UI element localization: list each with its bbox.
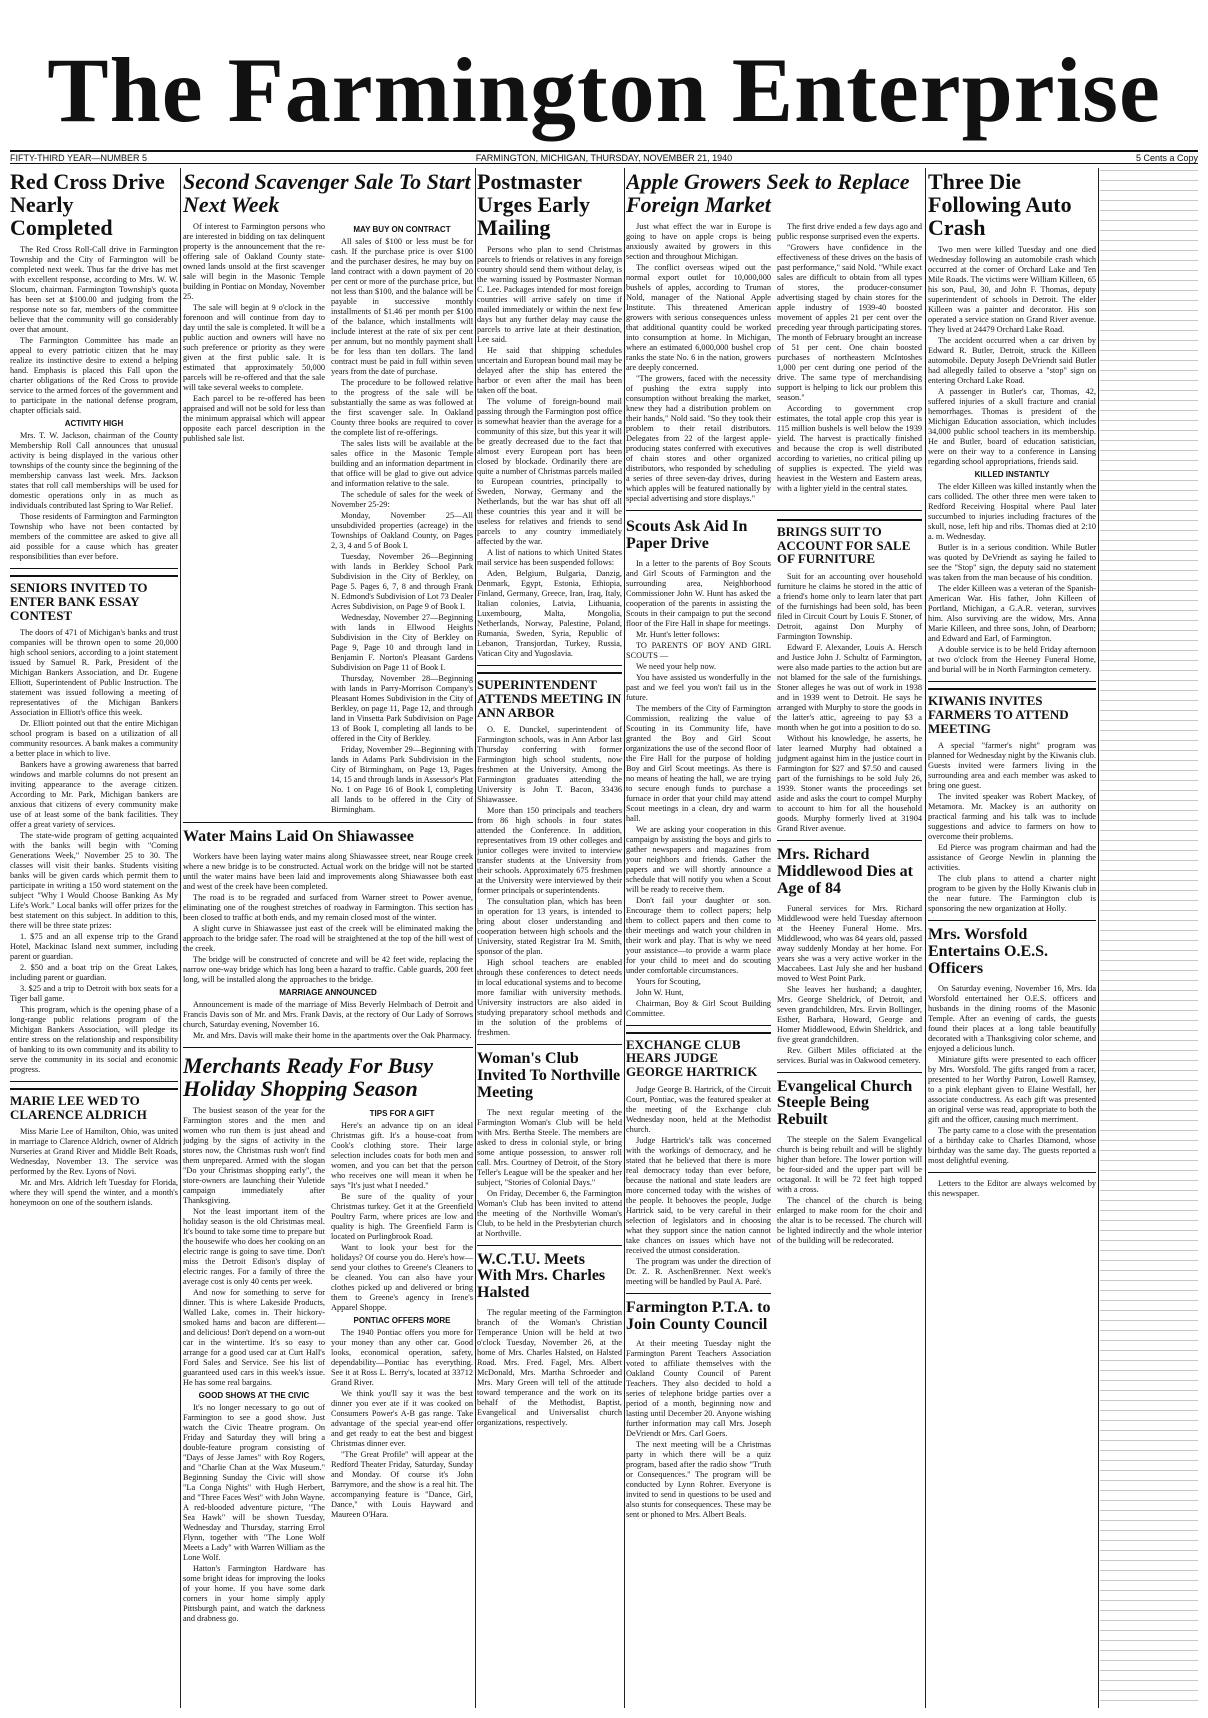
paragraph: Thursday, November 28—Beginning with lands in Parry-Morrison Company's Pleasant Homes Subdivision in the City of Berkley, on page 11, Page 12, and through land in Vinsetta Park Subdivision on Page 13 of Book I, completing all lands to be offered in the City of Berkley.	[331, 674, 473, 744]
paragraph: Just what effect the war in Europe is going to have on apple crops is being anxiously awaited by growers in this section and throughout Michigan.	[626, 222, 771, 262]
column-rule	[1098, 168, 1099, 1708]
article-body	[183, 1000, 473, 1041]
paragraph: A double service is to be held Friday afternoon at two o'clock from the Heeney Funeral Home, and burial will be in North Farmington cemetery.	[928, 645, 1096, 675]
paragraph: On Saturday evening, November 16, Mrs. Ida Worsfold entertained her O.E.S. officers and husbands in the dining rooms of the Masonic Temple. After an evening of cards, the guests found their places at a long table beautifully decorated with a Thanksgiving color scheme, and enjoyed a delicious lunch.	[928, 983, 1096, 1053]
paragraph: You have assisted us wonderfully in the past and we feel you won't fail us in the future.	[626, 672, 771, 702]
paragraph: On Friday, December 6, the Farmington Woman's Club has been invited to attend the meeting of the Northville Woman's Club, to be held in the Presbyterian church at Northville.	[477, 1188, 622, 1238]
paragraph: Edward F. Alexander, Louis A. Hersch and Justice John J. Schultz of Farmington, were also made parties to the action but are not blamed for the sale of the furnishings. Stoner alleges he was out of work in 1938 and in 1939 went to Detroit. He says he arranged with Murphy to store the goods in the latter's attic, agreeing to pay $3 a month when he got into a position to do so.	[777, 643, 922, 733]
paragraph: She leaves her husband; a daughter, Mrs. George Sheldrick, of Detroit, and seven grandchildren, Mrs. Ervin Bollinger, Esther, Barbara, Howard, George and Homer Middlewood, Edwin Sheldrick, and five great grandchildren.	[777, 984, 922, 1044]
paragraph: O. E. Dunckel, superintendent of Farmington schools, was in Ann Arbor last Thursday conferring with former Farmington high school students, now freshmen at the University. Among the Farmington graduates attending the University is John T. Bacon, 33436 Shiawassee.	[477, 725, 622, 805]
paragraph: The busiest season of the year for the Farmington stores and the men and women who run them is just ahead and judging by the signs of activity in the stores now, the Christmas rush won't find them unprepared. Armed with the slogan "Do your Christmas shopping early", the store-owners are launching their Yuletide campaign immediately after Thanksgiving.	[183, 1106, 325, 1206]
divider	[10, 568, 178, 569]
paragraph: The schedule of sales for the week of November 25-29:	[331, 490, 473, 510]
paragraph: "The growers, faced with the necessity of pushing the extra supply into consumption without breaking the market, knew they had a distribution problem on their hands," Nold said. "So they took their problem to their retail distributors. Delegates from 22 of the largest apple-producing states conferred with executives of chain stores and other organized distributors, who responded by scheduling a series of three seven-day drives, during which apples will be featured nationally by special advertising and store displays."	[626, 374, 771, 504]
column-6-cropped	[1100, 168, 1198, 1708]
paragraph: We need your help now.	[636, 661, 717, 671]
article-scouts	[626, 519, 771, 1019]
paragraph: "Growers have confidence in the effectiveness of these drives on the basis of past performance," said Nold. "While exact sales are difficult to obtain from all types of stores, the producer-consumer advertising staged by chain stores for the apple industry of 1939-40 boosted movement of apples 21 per cent over the preceding year through participating stores. The month of February brought an increase of 51 per cent. One chain boosted purchases of northeastern McIntoshes 1,000 per cent during one period of the drive. The same type of merchandising support is helping to lick our problem this season."	[777, 243, 922, 403]
article-seniors-essay	[10, 575, 178, 1075]
paragraph: Two men were killed Tuesday and one died Wednesday following an automobile crash which occurred at the corner of Orchard Lake and Ten Mile Roads. The victims were William Killeen, 65 his son, Paul, 30, and John F. Thomas, deputy superintendent of schools in Detroit. The elder Killeen was a painter and decorator. His son operated a service station on Grand River avenue. They lived at 24479 Orchard Lake Road.	[928, 245, 1096, 335]
paragraph: Mr. and Mrs. Davis will make their home in the apartments over the Oak Pharmacy.	[193, 1030, 472, 1040]
headline: Mrs. Worsfold Entertains O.E.S. Officers	[928, 926, 1049, 977]
article-worsfold	[928, 927, 1096, 1165]
article-body	[331, 237, 473, 815]
divider	[626, 510, 922, 511]
column-4	[626, 168, 922, 1708]
article-body	[183, 1106, 325, 1388]
paragraph: The volume of foreign-bound mail passing through the Farmington post office is somewhat heavier than the average for a community of this size, but this year it will be greatly decreased due to the fact that almost every European port has been closed by blockade. Ordinarily there are quite a number of Christmas parcels mailed to European countries, principally to Sweden, Norway, Germany and the Netherlands, but the war has shut off all these countries this year and it will be useless for relatives and friends to send parcels to any country immediately affected by the war.	[477, 397, 622, 547]
headline: EXCHANGE CLUB HEARS JUDGE GEORGE HARTRICK	[626, 1032, 771, 1079]
article-body	[183, 852, 473, 985]
paragraph: Miss Marie Lee of Hamilton, Ohio, was united in marriage to Clarence Aldrich, owner of Aldrich Nurseries at Grand River and Middle Belt Roads, Wednesday, November 13. The service was performed by the Rev. Lyons of Novi.	[10, 1127, 178, 1177]
article-body	[331, 1328, 473, 1520]
article-body	[626, 559, 771, 1019]
paragraph: The procedure to be followed relative to the progress of the sale will be substantially the same as was followed at the first scavenger sale. In Oakland County three books are required to cover the complete list of re-offerings.	[331, 378, 473, 438]
article-body	[477, 1108, 622, 1239]
article-postmaster	[477, 170, 622, 659]
column-1	[10, 168, 178, 1708]
paragraph: Suit for an accounting over household furniture he claims he stored in the attic of a friend's home only to learn later that part of the furnishings had been sold, has been filed in Circuit Court by Louis F. Stoner, of Detroit, against Don Murphy of Farmington Township.	[777, 572, 922, 642]
paragraph: TO PARENTS OF BOY AND GIRL SCOUTS —	[626, 640, 771, 660]
headline: MARIE LEE WED TO CLARENCE ALDRICH	[10, 1088, 178, 1121]
column-rule	[475, 168, 476, 1708]
divider	[183, 822, 473, 823]
column-rule	[180, 168, 181, 1708]
article-body	[183, 1403, 325, 1624]
paragraph: Monday, November 25—All unsubdivided properties (acreage) in the Townships of Oakland County, on Pages 2, 3, 4 and 5 of Book I.	[331, 511, 473, 551]
article-body	[928, 482, 1096, 675]
headline: Red Cross Drive Nearly Completed	[10, 169, 165, 241]
dateline-bar	[10, 150, 1198, 164]
paragraph: Rev. Gilbert Miles officiated at the services. Burial was in Oakwood cemetery.	[777, 1045, 922, 1065]
divider	[777, 840, 922, 841]
paragraph: Mr. Hunt's letter follows:	[636, 629, 720, 639]
article-body	[777, 904, 922, 1066]
headline: SUPERINTENDENT ATTENDS MEETING IN ANN ARBOR	[477, 672, 622, 719]
article-furniture-suit	[777, 519, 922, 834]
paragraph: Of interest to Farmington persons who are interested in bidding on tax delinquent property is the announcement that the re-offering sale of Oakland County state-owned lands unsold at the first scavenger sale will begin in the Masonic Temple building in Pontiac on Monday, November 25.	[183, 222, 325, 302]
article-body	[10, 431, 178, 562]
paragraph: The consultation plan, which has been in operation for 13 years, is intended to bring about closer understanding and cooperation between high schools and the University, stated Registrar Ira M. Smith, sponsor of the plan.	[477, 897, 622, 957]
article-apple-growers	[626, 170, 922, 504]
article-exchange-club	[626, 1032, 771, 1287]
volume-number: FIFTY-THIRD YEAR—NUMBER 5	[10, 153, 148, 163]
paragraph: It's no longer necessary to go out of Farmington to see a good show. Just watch the Civic Theatre program. On Friday and Saturday they will bring a double-feature program consisting of "Days of Jesse James" with Roy Rogers, and "Charlie Chan at the Wax Museum." Beginning Sunday the Civic will show "La Conga Nights" with Hugh Herbert, and "Three Faces West" with John Wayne. A red-blooded adventure picture, "The Sea Hawk" will be shown Tuesday, Wednesday and Thursday, starring Errol Flynn, together with "The Lone Wolf Meets a Lady" with Warren William as the Lone Wolf.	[183, 1403, 325, 1563]
paragraph: The elder Killeen was killed instantly when the cars collided. The other three men were taken to Redford Receiving Hospital where Paul later succumbed to injuries including fractures of the skull, nose, left hip and ribs. Thomas died at 2:10 a. m. Wednesday.	[928, 482, 1096, 542]
article-body	[626, 222, 922, 504]
divider	[626, 1293, 771, 1294]
divider	[777, 1072, 922, 1073]
column-3	[477, 168, 622, 1708]
headline: KIWANIS INVITES FARMERS TO ATTEND MEETING	[928, 688, 1096, 735]
headline: Water Mains Laid On Shiawassee	[183, 828, 414, 846]
article-body	[477, 245, 622, 659]
article-scavenger-sale	[183, 170, 473, 816]
paragraph: Letters to the Editor are always welcomed by this newspaper.	[928, 1178, 1096, 1198]
paragraph: Each parcel to be re-offered has been appraised and will not be sold for less than the minimum appraisal which will appear opposite each parcel description in the published sale list.	[183, 394, 325, 444]
paragraph: The regular meeting of the Farmington branch of the Woman's Christian Temperance Union will be held at two o'clock Tuesday, November 26, at the home of Mrs. Charles Halsted, on Halsted Road. Mrs. Fred. Fagel, Mrs. Albert McDonald, Mrs. Martha Schroeder and Mrs. Mary Green will tell of the attitude toward temperance and the work on its behalf of the Methodist, Baptist, Evangelical and Universalist church organizations, respectively.	[477, 1307, 622, 1427]
paragraph: Here's an advance tip on an ideal Christmas gift. It's a house-coat from Cook's clothing store. Their large selection includes coats for both men and women, and you can bet that the person who receives one will mean it when he says "It's just what I needed."	[331, 1121, 473, 1191]
headline: Three Die Following Auto Crash	[928, 169, 1072, 241]
article-body	[10, 245, 178, 416]
subhead: MARRIAGE ANNOUNCED	[279, 987, 377, 997]
paragraph: Announcement is made of the marriage of Miss Beverly Helmbach of Detroit and Francis Davis son of Mr. and Mrs. Frank Davis, at the rectory of Our Lady of Sorrows church, Saturday evening, November 16.	[183, 999, 473, 1029]
paragraph: Without his knowledge, he asserts, he later learned Murphy had obtained a judgment against him in the justice court in Farmington for $27 and $7.50 and caused part of the furnishings to be sold July 26, 1939. Stoner wants the proceedings set aside and asks the court to compel Murphy to account to him for all the household goods. Murphy formerly lived at 31904 Grand River avenue.	[777, 734, 922, 834]
paragraph: John W. Hunt,	[636, 987, 684, 997]
cropped-text-region	[1100, 168, 1198, 1708]
paragraph: A list of nations to which United States mail service has been suspended follows:	[477, 548, 622, 568]
paragraph: The doors of 471 of Michigan's banks and trust companies will be thrown open to some 20,000 high school seniors, according to a joint statement issued by Samuel R. Park, President of the Michigan Bankers Association, and Dr. Eugene Elliott, Superintendent of Public Instruction. The statement was issued following a meeting of representatives of the Michigan Bankers Association in Elliott's office this week.	[10, 628, 178, 718]
article-superintendent	[477, 672, 622, 1038]
subhead: KILLED INSTANTLY	[974, 470, 1050, 480]
paragraph: Not the least important item of the holiday season is the old Christmas meal. It's bound to take some time to prepare but the housewife who does her cooking on an electric range is going to save time. Don't miss the Detroit Edison's display of electric ranges. For a family of three the average cost is only 40 cents per week.	[183, 1207, 325, 1287]
paragraph: All sales of $100 or less must be for cash. If the purchase price is over $100 and the purchaser desires, he may buy on land contract with a down payment of 20 per cent or more of the purchase price, but not less than $100, and the balance will be payable in successive monthly installments of $1.46 per month per $100 of the balance, which installments will include interest at the rate of six per cent per annum, but no monthly payment shall be for less than ten dollars. The land contract must be paid in full within seven years from the date of purchase.	[331, 237, 473, 377]
paragraph: Be sure of the quality of your Christmas turkey. Get it at the Greenfield Poultry Farm, where prices are low and quality is high. The Greenfield Farm is located on Purlingbrook Road.	[331, 1192, 473, 1242]
paragraph: The conflict overseas wiped out the normal export outlet for 10,000,000 bushels of apples, according to Truman Nold, manager of the National Apple Institute. This threatened American growers with serious consequences unless that additional quantity could be worked into consumption at home. In Michigan, where an estimated 6,000,000 bushel crop ranks the state No. 6 in the nation, growers are deeply concerned.	[626, 263, 771, 373]
paragraph: The road is to be regraded and surfaced from Warner street to Power avenue, eliminating one of the roughest stretches of roadway in Farmington. This section has been closed to traffic at both ends, and my remain closed most of the winter.	[183, 892, 473, 922]
paragraph: Those residents of Farmington and Farmington Township who have not been contacted by members of the committee are asked to give all aid possible for a cause which has greater responsibilities than ever before.	[10, 512, 178, 562]
paragraph: 2. $50 and a boat trip on the Great Lakes, including parent or guardian.	[10, 963, 178, 983]
paragraph: The sale will begin at 9 o'clock in the forenoon and will continue from day to day until the sale is completed. It will be a public auction and owners will have no such preference or priority as they were given at the first public sale. It is estimated that approximately 50,000 parcels will be re-offered and that the sale will take several weeks to complete.	[183, 303, 325, 393]
paragraph: Butler is in a serious condition. While Butler was quoted by DeVriendt as saying he failed to see the "Stop" sign, the deputy said no statement was taken from the man because of his condition.	[928, 543, 1096, 583]
article-body	[928, 984, 1096, 1166]
paragraph: Chairman, Boy & Girl Scout Building Committee.	[626, 998, 771, 1018]
paragraph: The invited speaker was Robert Mackey, of Metamora. Mr. Mackey is an authority on practical farming and his talk was to include suggestions and advice to farmers on how to overcome their problems.	[928, 792, 1096, 842]
article-body	[777, 1135, 922, 1246]
article-kiwanis	[928, 688, 1096, 914]
divider	[928, 1172, 1096, 1173]
column-rule	[624, 168, 625, 1708]
headline: Mrs. Richard Middlewood Dies at Age of 84	[777, 846, 913, 897]
article-body	[928, 741, 1096, 914]
paragraph: Judge Hartrick's talk was concerned with the workings of democracy, and he stated that he believed that there is more real democracy today than ever before, because the national and state leaders are more concerned today with the wishes of the people. It behooves the people, Judge Hartrick said, to be very careful in their selection of legislators and in choosing what they support since the nation cannot take chances on issues which have not received the utmost consideration.	[626, 1135, 771, 1255]
paragraph: We are asking your cooperation in this campaign by assisting the boys and girls to gather newspapers and magazines from your neighbors and friends. Gather the papers and we will shortly announce a schedule that will notify you when a Scout will be ready to receive them.	[626, 824, 771, 894]
paragraph: Mrs. T. W. Jackson, chairman of the County Membership Roll Call announces that unusual activity is being displayed in the various other townships of the county since the beginning of the membership canvass last week. Mrs. Jackson states that roll call memberships will be used for domestic operations only in as much as individuals contributed last Spring to War Relief.	[10, 431, 178, 511]
paragraph: The state-wide program of getting acquainted with the banks will begin with "Coming Generations Week," November 25 to 30. The classes will visit their banks. Students visiting banks will be given cards which permit them to participate in writing a 150 word statement on the subject "Why I Would Choose Banking As My Life's Work." Local banks will offer prizes for the best statement on this subject. In addition to this, there will be three state prizes:	[10, 831, 178, 931]
paragraph: A special "farmer's night" program was planned for Wednesday night by the Kiwanis club. Guests invited were farmers living in the surrounding area and each member was asked to bring one guest.	[928, 741, 1096, 791]
paragraph: Want to look your best for the holidays? Of course you do. Here's how—send your clothes to Greene's Cleaners to be cleaned. You can also have your clothes picked up and delivered or bring them to Greene's agency in Irene's Apparel Shoppe.	[331, 1243, 473, 1313]
paragraph: The party came to a close with the presentation of a birthday cake to Charles Diamond, whose birthday was the same day. The guests reported a most delightful evening.	[928, 1125, 1096, 1165]
column-rule	[925, 168, 926, 1708]
headline: BRINGS SUIT TO ACCOUNT FOR SALE OF FURNITURE	[777, 519, 922, 566]
article-red-cross	[10, 170, 178, 562]
paragraph: The program was under the direction of Dr. Z. R. AschenBrenner. Next week's meeting will be handled by Paul A. Paré.	[626, 1256, 771, 1286]
paragraph: The elder Killeen was a veteran of the Spanish-American War. His father, John Killeen of Portland, Michigan, a G.A.R. veteran, survives him. Also surviving are the widow, Mrs. Anna Marie Killeen, and three sons, John, of Dearborn; and Edward and Earl, of Farmington.	[928, 584, 1096, 644]
paragraph: The next regular meeting of the Farmington Woman's Club will be held with Mrs. Bertha Steele. The members are asked to dress in colonial style, or bring some antique possession, to answer roll call. Mrs. Courtney of Detroit, of the Story Teller's League will be the speaker and her subject, "Stories of Colonial Days."	[477, 1107, 622, 1187]
article-wctu	[477, 1252, 622, 1428]
headline: Postmaster Urges Early Mailing	[477, 169, 591, 241]
article-body	[626, 1085, 771, 1287]
paragraph: We think you'll say it was the best dinner you ever ate if it was cooked on Consumers Power's A-B gas range. Take advantage of the special year-end offer and get ready to eat the best and biggest Christmas dinner ever.	[331, 1389, 473, 1449]
article-middlewood	[777, 847, 922, 1065]
divider	[928, 920, 1096, 921]
divider	[477, 665, 622, 666]
headline: W.C.T.U. Meets With Mrs. Charles Halsted	[477, 1250, 606, 1302]
article-marie-lee	[10, 1088, 178, 1208]
column-2	[183, 168, 473, 1708]
paragraph: Mr. and Mrs. Aldrich left Tuesday for Florida, where they will spend the winter, and a month's honeymoon on one of the southern islands.	[10, 1178, 178, 1208]
divider	[477, 1044, 622, 1045]
divider	[10, 1081, 178, 1082]
paragraph: He said that shipping schedules uncertain and European bound mail may be delayed after the ship has entered the harbor or even after the mail has been taken off the boat.	[477, 346, 622, 396]
article-body	[183, 222, 325, 816]
headline: Second Scavenger Sale To Start Next Week	[183, 169, 471, 218]
paragraph: Bankers have a growing awareness that barred windows and marble columns do not present an inviting appearance to the average citizen. According to Mr. Park, Michigan bankers are anxious that citizens of every community make use of at least some of the bank facilities. They offer a great variety of services.	[10, 760, 178, 830]
paragraph: High school teachers are enabled through these conferences to detect needs in local educational systems and to become more familiar with university methods. University instructors are also aided in studying preparatory school methods and in the solution of the problems of freshmen.	[477, 958, 622, 1038]
headline: Merchants Ready For Busy Holiday Shopping Season	[183, 1052, 433, 1102]
article-merchants	[183, 1054, 473, 1625]
paragraph: According to government crop estimates, the total apple crop this year is 115 million bushels is well below the 1939 yield. The harvest is practically finished and because the crop is well distributed according to varieties, no critical piling up of supplies is expected. The yield was heaviest in the Western and Eastern areas, with a lighter yield in the central states.	[777, 404, 922, 494]
paragraph: A slight curve in Shiawassee just east of the creek will be eliminated making the approach to the bridge safer. The road will be straightened at the top of the hill west of the creek.	[183, 923, 473, 953]
paragraph: The Red Cross Roll-Call drive in Farmington Township and the City of Farmington will be completed next week. Thus far the drive has met with excellent response, according to Mrs. W. W. Slocum, chairman. Farmington Township's quota has been set at $100.00 and judging from the response note so far, members of the committee believe that the community will go considerably over that amount.	[10, 245, 178, 335]
price: 5 Cents a Copy	[1135, 153, 1198, 163]
paragraph: Tuesday, November 26—Beginning with lands in Berkley School Park Subdivision in the City of Berkley, on Page 5. Pages 6, 7, 8 and through Frank N. Edmond's Subdivision of Lot 73 Dealer Acres Subdivision, on Page 9 of Book I.	[331, 552, 473, 612]
paragraph: 3. $25 and a trip to Detroit with box seats for a Tiger ball game.	[10, 984, 178, 1004]
article-evangelical	[777, 1079, 922, 1246]
divider	[626, 1025, 771, 1026]
paragraph: Hatton's Farmington Hardware has some bright ideas for improving the looks of your home. If you have some dark corners in your home simply apply Pittsburgh paint, and watch the darkness and drabness go.	[183, 1564, 325, 1624]
headline: Apple Growers Seek to Replace Foreign Market	[626, 169, 910, 218]
article-three-die	[928, 170, 1096, 675]
paragraph: The accident occurred when a car driven by Edward R. Butler, Detroit, struck the Killeen automobile. Deputy Joseph DeVriendt said Butler had allegedly failed to observe a "stop" sign on entering Orchard Lake Road.	[928, 336, 1096, 386]
article-water-mains	[183, 829, 473, 1041]
paragraph: The bridge will be constructed of concrete and will be 42 feet wide, replacing the narrow one-way bridge which has long been a hazard to traffic. Cable guards, 200 feet long, will be installed along the approaches to the bridge.	[183, 954, 473, 984]
headline: SENIORS INVITED TO ENTER BANK ESSAY CONTEST	[10, 575, 178, 622]
headline: Scouts Ask Aid In Paper Drive	[626, 518, 748, 552]
article-body	[477, 725, 622, 1038]
article-pta	[626, 1300, 771, 1521]
headline: Farmington P.T.A. to Join County Council	[626, 1298, 771, 1333]
divider	[183, 1047, 473, 1048]
paragraph: Friday, November 29—Beginning with lands in Adams Park Subdivision in the City of Birmingham, on Page 13, Pages 14, 15 and through lands in Assessor's Plat No. 1 on Page 16 of Book I, completing all lands to be offered in the City of Birmingham.	[331, 745, 473, 815]
article-body	[331, 1121, 473, 1313]
dateline: FARMINGTON, MICHIGAN, THURSDAY, NOVEMBER 21, 1940	[475, 153, 733, 163]
paragraph: Judge George B. Hartrick, of the Circuit Court, Pontiac, was the featured speaker at the meeting of the Exchange club Wednesday noon, held at the Methodist church.	[626, 1084, 771, 1134]
article-body	[477, 1308, 622, 1428]
paragraph: Aden, Belgium, Bulgaria, Danzig, Denmark, Egypt, Estonia, Ethiopia, Finland, Germany, Greece, Iran, Iraq, Italy, Italian colonies, Latvia, Lithuania, Luxembourg, Malta, Mongolia, Netherlands, Norway, Palestine, Poland, Rumania, Sweden, Syria, Republic of Lebanon, Transjordan, Turkey, Russia, Vatican City and Yugoslavia.	[477, 569, 622, 659]
paragraph: The club plans to attend a charter night program to be given by the Holly Kiwanis club in the near future. The Farmington club is sponsoring the new organization at Holly.	[928, 874, 1096, 914]
masthead	[10, 40, 1198, 140]
subhead: ACTIVITY HIGH	[64, 419, 124, 429]
paragraph: The 1940 Pontiac offers you more for your money than any other car. Good looks, economical operation, safety, dependability—Pontiac has everything. See it at Ross L. Berry's, located at 33712 Grand River.	[331, 1328, 473, 1388]
paragraph: Don't fail your daughter or son. Encourage them to collect papers; help them to collect papers and then come to their meetings and watch your children in their work and play. That is why we need your assistance—to provide a warm place for your child to meet and do scouting under comfortable circumstances.	[626, 895, 771, 975]
paragraph: "The Great Profile" will appear at the Redford Theater Friday, Saturday, Sunday and Monday. Of course it's John Barrymore, and the show is a real hit. The accompanying feature is "Dance, Girl, Dance," with Louis Hayward and Maureen O'Hara.	[331, 1450, 473, 1520]
paragraph: The Farmington Committee has made an appeal to every patriotic citizen that he may realize its instinctive desire to extend a helping hand. Emphasis is placed this Fall upon the charter obligations of the Red Cross to provide service to the armed forces of the government and to participate in the national defense program, chapter officials said.	[10, 336, 178, 416]
letters-note	[928, 1179, 1096, 1199]
paragraph: 1. $75 and an all expense trip to the Grand Hotel, Mackinac Island next summer, including parent or guardian.	[10, 932, 178, 962]
column-5	[928, 168, 1096, 1708]
paragraph: The chancel of the church is being enlarged to make room for the choir and the altar is to be recessed. The church will be lighted indirectly and the whole interior of the building will be redecorated.	[777, 1195, 922, 1245]
paragraph: The sales lists will be available at the sales office in the Masonic Temple building and an information department in that office will be glad to give out advice and information relative to the sale.	[331, 439, 473, 489]
article-body	[626, 1339, 771, 1520]
paragraph: Persons who plan to send Christmas parcels to friends or relatives in any foreign country should send them without delay, is the warning issued by Postmaster Norman C. Lee. Packages intended for most foreign countries will arrive safely on time if mailed immediately or within the next few days but any further delay may cause the parcels to arrive late at their destination, Lee said.	[477, 245, 622, 345]
paragraph: Wednesday, November 27—Beginning with lands in Ellwood Heights Subdivision in the City of Berkley on Page 9, Page 10 and through land in Benjamin F. Norton's Pleasant Gardens Subdivision on Page 11 of Book I.	[331, 613, 473, 673]
paragraph: The next meeting will be a Christmas party in which there will be a quiz program, based after the radio show "Truth or Consequences." The program will be conducted by Lynn Rohrer. Everyone is invited to send in questions to be used and also stunts for consequences. These may be sent or phoned to Mrs. Albert Beals.	[626, 1440, 771, 1520]
paragraph: A passenger in Butler's car, Thomas, 42, suffered injuries of a skull fracture and cranial hemorrhages. Thomas is president of the Michigan Education association, which includes 34,000 public school teachers in its membership. He and Butler, board of education satistician, were on their way to a conference in Lansing regarding school appropriations, friends said.	[928, 387, 1096, 467]
article-body	[777, 572, 922, 834]
paragraph: More than 150 principals and teachers from 86 high schools in four states attended the Conference. In addition, representatives from 19 other colleges and junior colleges were invited to interview transfer students at the University from their schools. Approximately 675 freshmen at the University were interviewed by their former principals or superintendents.	[477, 806, 622, 896]
headline: Evangelical Church Steeple Being Rebuilt	[777, 1077, 913, 1129]
paragraph: At their meeting Tuesday night the Farmington Parent Teachers Association voted to affiliate themselves with the Oakland County Council of Parent Teachers. They also decided to hold a series of telephone bridge parties over a period of a month, beginning now and lasting until December 20. Anyone wishing further information may call Mrs. Joseph DeVriendt or Mrs. Carl Goers.	[626, 1339, 771, 1439]
paragraph: And now for something to serve for dinner. This is where Lakeside Products, Walled Lake, comes in. Their hickory-smoked hams and bacon are different—and delicious! Don't depend on a worn-out car in the wintertime. It's so easy to arrange for a good used car at Curt Hall's Ford Sales and Service. See his list of guaranteed used cars in this week's issue. He has some real bargains.	[183, 1288, 325, 1388]
paragraph: Dr. Elliott pointed out that the entire Michigan school program is based on a utilization of all community resources. A bank makes a community a better place in which to live.	[10, 719, 178, 759]
paragraph: The members of the City of Farmington Commission, realizing the value of Scouting in its Community life, have granted the Boy and Girl Scout organizations the use of the second floor of the Fire Hall for the purpose of holding Boy and Girl Scout meetings. As there is no means of heating the hall, we are trying to secure enough funds to purchase a furnace in order that your child may attend Scout meetings in a clean, dry and warm hall.	[626, 703, 771, 823]
article-body	[10, 628, 178, 1075]
subhead: TIPS FOR A GIFT	[369, 1109, 435, 1119]
paragraph: Yours for Scouting,	[636, 976, 701, 986]
divider	[928, 681, 1096, 682]
subhead: PONTIAC OFFERS MORE	[353, 1316, 451, 1326]
subhead: MAY BUY ON CONTRACT	[353, 225, 451, 235]
article-body	[10, 1127, 178, 1208]
article-body	[928, 245, 1096, 467]
headline: Woman's Club Invited To Northville Meeting	[477, 1050, 621, 1101]
article-womans-club	[477, 1051, 622, 1238]
subhead: GOOD SHOWS AT THE CIVIC	[198, 1391, 310, 1401]
paragraph: Ed Pierce was program chairman and had the assistance of George Newlin in planning the activities.	[928, 843, 1096, 873]
paragraph: In a letter to the parents of Boy Scouts and Girl Scouts of Farmington and the surrounding area, Neighborhood Commissioner John W. Hunt has asked the cooperation of the parents in assisting the Scouts in their campaign to put the second floor of the Fire Hall in shape for meetings.	[626, 558, 771, 628]
paragraph: Workers have been laying water mains along Shiawassee street, near Rouge creek where a new bridge is to be constructed. Actual work on the bridge will not be started until the water mains have been laid and improvements along Shiawassee both east and west of the creek have been completed.	[183, 851, 473, 891]
paragraph: Miniature gifts were presented to each officer by Mrs. Worsfold. The gifts ranged from a racer, presented to her Worthy Patron, Lowell Ramsey, to a pink elephant given to Elaine Westfall, her associate conductress. As each gift was presented an original verse was read, appropriate to both the gift and the officer, causing much merriment.	[928, 1054, 1096, 1124]
paragraph: Funeral services for Mrs. Richard Middlewood were held Tuesday afternoon at the Heeney Funeral Home. Mrs. Middlewood, who was 84 years old, passed away suddenly Monday at her home. For years she was a very active worker in the Maccabees. Last July she and her husband moved to West Point Park.	[777, 903, 922, 983]
divider	[477, 1245, 622, 1246]
paragraph: The steeple on the Salem Evangelical church is being rebuilt and will be slightly higher than before. The lower portion will be four-sided and the upper part will be octagonal. It will be 72 feet high topped with a cross.	[777, 1134, 922, 1194]
paragraph: The first drive ended a few days ago and public response surprised even the experts.	[777, 222, 922, 242]
masthead-title: The Farmington Enterprise	[47, 39, 1161, 141]
paragraph: This program, which is the opening phase of a long-range public relations program of the Michigan Bankers Association, will pledge its entire stress on the relationship and responsibility of banking to its own community and its ability to serve the community in its social and economic progress.	[10, 1005, 178, 1075]
